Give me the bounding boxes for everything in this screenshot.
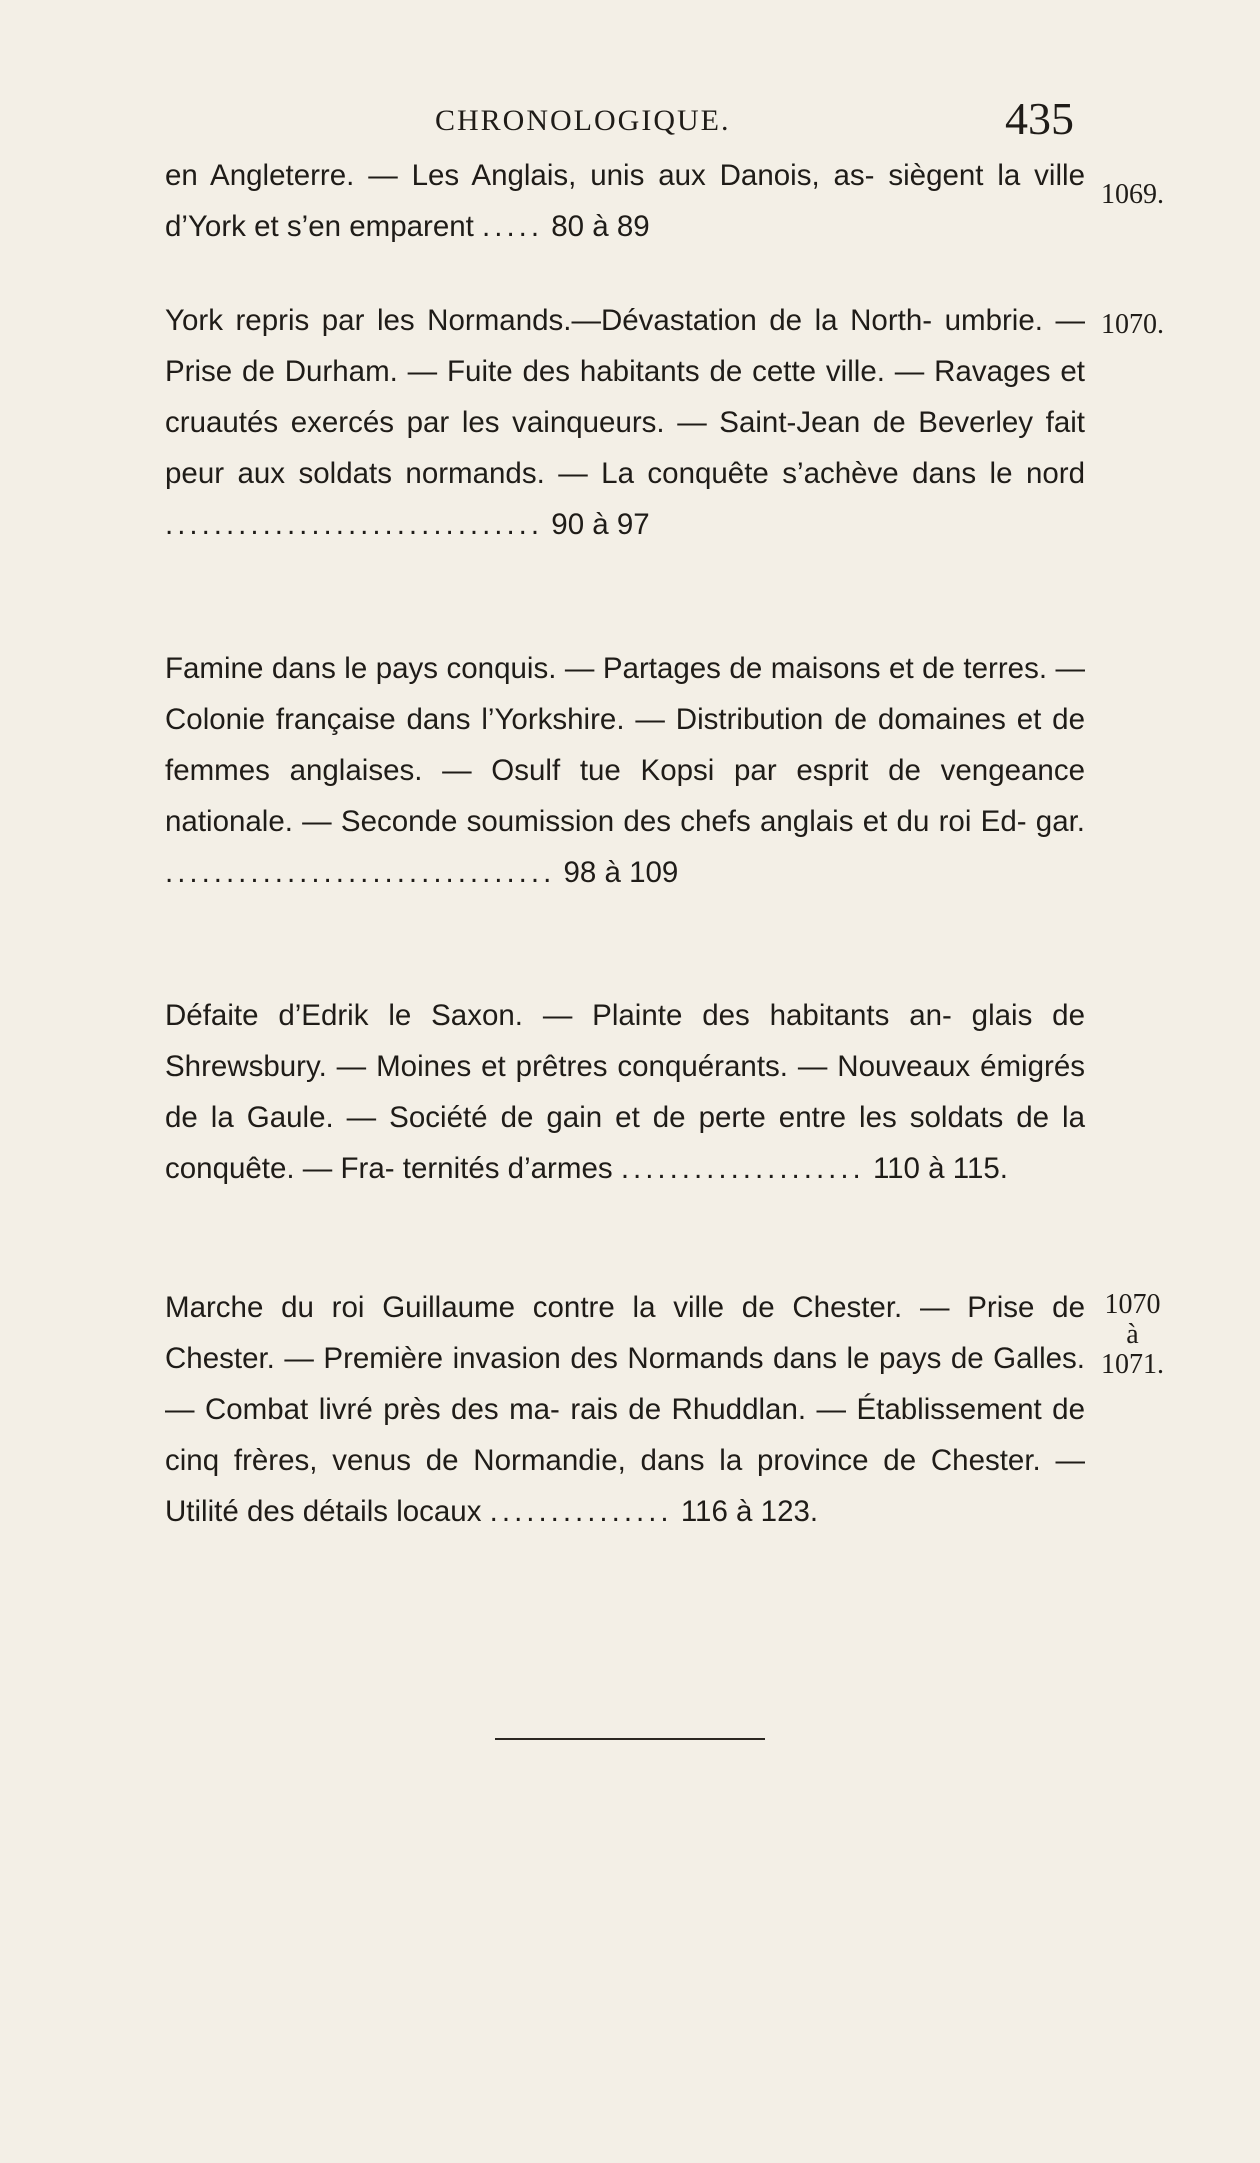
entry-description: Marche du roi Guillaume contre la ville de Chester. — Prise de Chester. — Première invasion des Normands dans le pays de Galles. — Combat livré près des ma- rais de Rhuddlan. — Établissement de cinq frères, venus de Normandie, dans la province de Chester. — Utilité des détails locaux (165, 1291, 1085, 1528)
page-range: 90 à 97 (551, 508, 650, 541)
year-label: à (1126, 1319, 1139, 1350)
year-margin (1095, 310, 1170, 340)
running-head (0, 93, 1260, 144)
year-label: 1071. (1101, 1349, 1164, 1380)
year-label: 1070 (1104, 1289, 1161, 1320)
entry-text (165, 295, 1085, 550)
entry-text (165, 150, 1085, 252)
entry-text (165, 1282, 1085, 1537)
year-label: 1070. (1101, 309, 1164, 340)
leader-dots: ............................... (165, 508, 544, 541)
leader-dots: ................................ (165, 856, 556, 889)
page-range: 98 à 109 (563, 856, 679, 889)
year-label: 1069. (1101, 179, 1164, 210)
entry-text (165, 643, 1085, 898)
entry-description: Famine dans le pays conquis. — Partages de maisons et de terres. — Colonie française dans l’Yorkshire. — Distribution de domaines et de femmes anglaises. — Osulf tue Kopsi par esprit de vengeance nationale. — Seconde soumission des chefs anglais et du roi Ed- gar. (165, 652, 1085, 838)
header-title: CHRONOLOGIQUE. (435, 104, 731, 137)
year-margin (1095, 1290, 1170, 1380)
page-range: 110 à 115. (872, 1152, 1008, 1185)
entry-description: en Angleterre. — Les Anglais, unis aux Danois, as- siègent la ville d’York et s’en emparent (165, 159, 1085, 243)
leader-dots: ............... (489, 1495, 673, 1528)
leader-dots: .................... (620, 1152, 865, 1185)
page-number: 435 (1005, 93, 1074, 144)
bottom-rule (495, 1738, 765, 1740)
entry-text (165, 990, 1085, 1194)
year-margin (1095, 180, 1170, 210)
leader-dots: ..... (482, 210, 544, 243)
page-range: 116 à 123. (680, 1495, 819, 1528)
page-range: 80 à 89 (551, 210, 650, 243)
entry-description: York repris par les Normands.—Dévastation de la North- umbrie. — Prise de Durham. — Fuite des habitants de cette ville. — Ravages et cruautés exercés par les vainqueurs. — Saint-Jean de Beverley fait peur aux soldats normands. — La conquête s’achève dans le nord (165, 304, 1085, 490)
entry-description: Défaite d’Edrik le Saxon. — Plainte des habitants an- glais de Shrewsbury. — Moines et prêtres conquérants. — Nouveaux émigrés de la Gaule. — Société de gain et de perte entre les soldats de la conquête. — Fra- ternités d’armes (165, 999, 1085, 1185)
